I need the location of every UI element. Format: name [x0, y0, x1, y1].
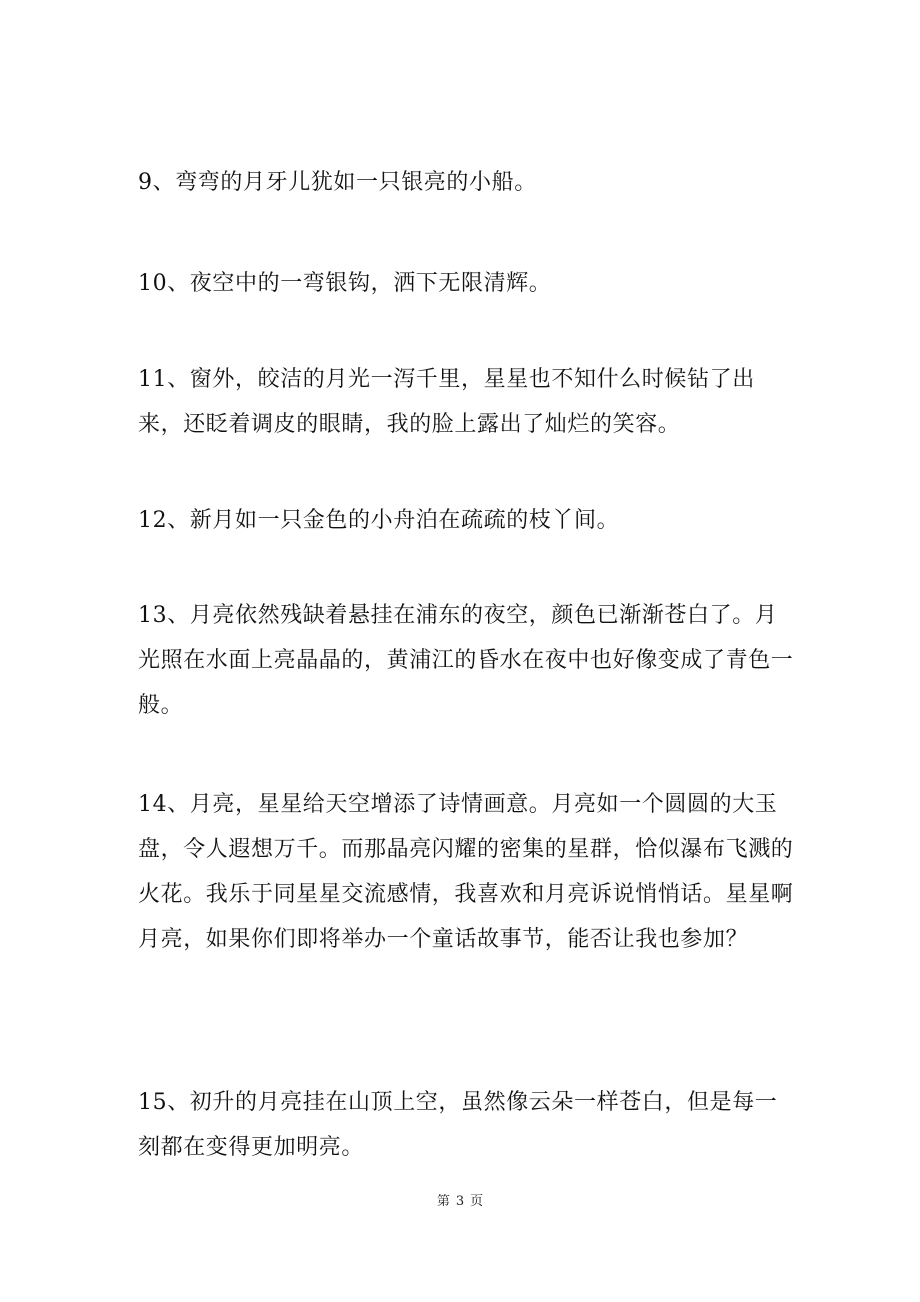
paragraph-15: 15、初升的月亮挂在山顶上空，虽然像云朵一样苍白，但是每一刻都在变得更加明亮。	[138, 1090, 778, 1160]
paragraph-10: 10、夜空中的一弯银钩，洒下无限清辉。	[138, 271, 552, 296]
paragraph-13: 13、月亮依然残缺着悬挂在浦东的夜空，颜色已渐渐苍白了。月光照在水面上亮晶晶的，黄浦江的昏水在夜中也好像变成了青色一般。	[138, 603, 794, 718]
paragraph-14: 14、月亮，星星给天空增添了诗情画意。月亮如一个圆圆的大玉盘，令人遐想万千。而那晶亮闪耀的密集的星群，恰似瀑布飞溅的火花。我乐于同星星交流感情，我喜欢和月亮诉说悄悄话。星星啊月亮，如果你们即将举办一个童话故事节，能否让我也参加？	[138, 792, 794, 952]
footer-suffix: 页	[470, 1194, 484, 1209]
page-number: 3	[455, 1194, 465, 1209]
paragraph-12: 12、新月如一只金色的小舟泊在疏疏的枝丫间。	[138, 508, 620, 533]
page-footer	[0, 1190, 920, 1209]
paragraph-9: 9、弯弯的月牙儿犹如一只银亮的小船。	[138, 170, 537, 195]
footer-prefix: 第	[436, 1194, 450, 1209]
paragraph-11: 11、窗外，皎洁的月光一泻千里，星星也不知什么时候钻了出来，还眨着调皮的眼睛，我的脸上露出了灿烂的笑容。	[138, 367, 755, 437]
